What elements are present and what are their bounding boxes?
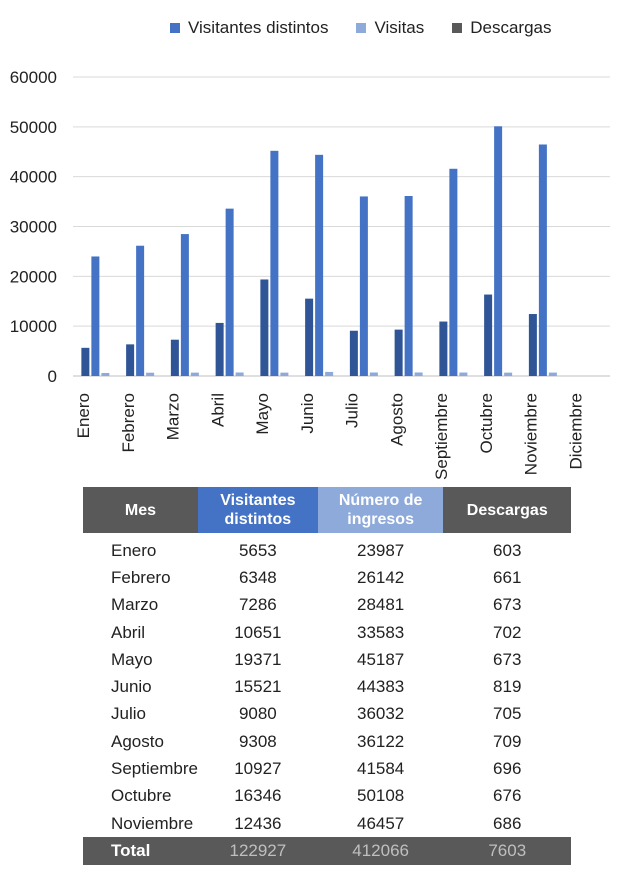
legend-label-visitas: Visitas [374, 18, 425, 37]
x-tick-label: Abril [208, 393, 228, 428]
x-tick-label: Septiembre [432, 393, 452, 480]
cell-ingresos: 36032 [356, 704, 405, 724]
cell-descargas: 673 [493, 649, 522, 669]
bar [360, 196, 368, 376]
bar [126, 344, 134, 376]
cell-mes: Mayo [111, 649, 153, 669]
cell-visitantes: 15521 [234, 677, 282, 697]
cell-mes: Octubre [111, 786, 172, 806]
cell-mes: Enero [111, 540, 157, 560]
cell-ingresos: 26142 [356, 567, 405, 587]
bar [539, 144, 547, 376]
cell-ingresos: 33583 [356, 622, 405, 642]
cell-ingresos: 45187 [356, 649, 405, 669]
bar [280, 373, 288, 376]
bar [494, 126, 502, 376]
cell-ingresos: 44383 [356, 677, 405, 697]
total-cell-mes: Total [83, 837, 198, 864]
bar [146, 373, 154, 376]
x-tick-label: Marzo [163, 393, 183, 441]
cell-mes: Julio [111, 704, 146, 724]
cell-mes: Febrero [111, 567, 171, 587]
x-tick-label: Agosto [387, 393, 407, 446]
bar [439, 322, 447, 376]
cell-visitantes: 9308 [238, 731, 277, 751]
y-tick-label: 20000 [9, 267, 57, 287]
cell-ingresos: 28481 [356, 595, 405, 615]
cell-descargas: 686 [493, 813, 522, 833]
table-row [83, 810, 571, 837]
cell-visitantes: 9080 [238, 704, 277, 724]
table-total-row [83, 837, 571, 864]
y-tick-label: 30000 [9, 217, 57, 237]
bar [181, 234, 189, 376]
cell-ingresos: 23987 [356, 540, 405, 560]
bar [136, 246, 144, 376]
table-row [83, 537, 571, 564]
cell-descargas: 702 [493, 622, 522, 642]
cell-descargas: 603 [493, 540, 522, 560]
header-ingresos [318, 487, 444, 533]
y-tick-label: 0 [47, 367, 57, 386]
header-visitantes-text: Visitantes distintos [220, 492, 296, 528]
x-tick-label: Julio [342, 393, 362, 428]
y-tick-label: 40000 [9, 167, 57, 187]
header-mes: Mes [83, 487, 198, 533]
cell-mes: Abril [111, 622, 146, 642]
y-tick-label: 50000 [9, 117, 57, 137]
x-tick-label: Junio [297, 393, 317, 434]
bar [405, 196, 413, 376]
bar [81, 348, 89, 376]
table-body [83, 533, 571, 865]
table-row [83, 646, 571, 673]
x-tick-label: Diciembre [566, 393, 586, 470]
cell-ingresos: 46457 [356, 813, 405, 833]
total-cell-visitantes: 122927 [198, 837, 318, 864]
bar [216, 323, 224, 376]
cell-ingresos: 36122 [356, 731, 405, 751]
bar [504, 373, 512, 376]
cell-visitantes: 10927 [234, 759, 282, 779]
cell-descargas: 709 [493, 731, 522, 751]
bar [305, 299, 313, 376]
cell-mes: Agosto [111, 731, 164, 751]
y-tick-label: 10000 [9, 317, 57, 337]
cell-visitantes: 19371 [234, 649, 282, 669]
bar [415, 372, 423, 376]
table-header-row [83, 487, 571, 533]
cell-mes: Noviembre [111, 813, 194, 833]
bar [449, 169, 457, 376]
bar [101, 373, 109, 376]
cell-descargas: 676 [493, 786, 522, 806]
header-visitantes [198, 487, 318, 533]
bar [370, 372, 378, 376]
cell-mes: Septiembre [111, 759, 198, 779]
bar [191, 373, 199, 376]
bar [350, 331, 358, 376]
cell-ingresos: 41584 [356, 759, 405, 779]
x-tick-label: Octubre [476, 393, 496, 454]
table-row [83, 755, 571, 782]
cell-descargas: 819 [493, 677, 522, 697]
bar [325, 372, 333, 376]
bar [529, 314, 537, 376]
bar [226, 209, 234, 376]
data-table [83, 487, 571, 865]
table-row [83, 728, 571, 755]
cell-visitantes: 12436 [234, 813, 282, 833]
table-row [83, 701, 571, 728]
bar [395, 330, 403, 376]
cell-descargas: 696 [493, 759, 522, 779]
cell-mes: Junio [111, 677, 152, 697]
table-row [83, 783, 571, 810]
header-ingresos-text: Número de ingresos [338, 492, 423, 528]
total-cell-ingresos: 412066 [318, 837, 444, 864]
y-tick-label: 60000 [9, 68, 57, 87]
cell-descargas: 705 [493, 704, 522, 724]
table-row [83, 619, 571, 646]
bar [260, 279, 268, 376]
table-row [83, 564, 571, 591]
x-tick-label: Mayo [253, 393, 273, 435]
table-row [83, 592, 571, 619]
cell-visitantes: 16346 [234, 786, 282, 806]
bar [236, 373, 244, 376]
x-tick-label: Enero [74, 393, 94, 439]
bar [484, 295, 492, 376]
legend-label-visitantes: Visitantes distintos [188, 18, 329, 37]
cell-visitantes: 6348 [238, 567, 277, 587]
cell-visitantes: 7286 [238, 595, 277, 615]
cell-visitantes: 5653 [238, 540, 277, 560]
bar [270, 151, 278, 376]
table-row [83, 673, 571, 700]
cell-descargas: 673 [493, 595, 522, 615]
x-tick-label: Febrero [118, 393, 138, 453]
legend-label-descargas: Descargas [470, 18, 552, 37]
header-descargas: Descargas [443, 487, 571, 533]
cell-mes: Marzo [111, 595, 159, 615]
bar [91, 256, 99, 376]
total-cell-descargas: 7603 [443, 837, 571, 864]
cell-ingresos: 50108 [356, 786, 405, 806]
cell-descargas: 661 [493, 567, 522, 587]
x-tick-label: Noviembre [521, 393, 541, 476]
bar [549, 373, 557, 376]
bar [459, 373, 467, 376]
bar [315, 155, 323, 376]
cell-visitantes: 10651 [234, 622, 282, 642]
bar [171, 340, 179, 376]
